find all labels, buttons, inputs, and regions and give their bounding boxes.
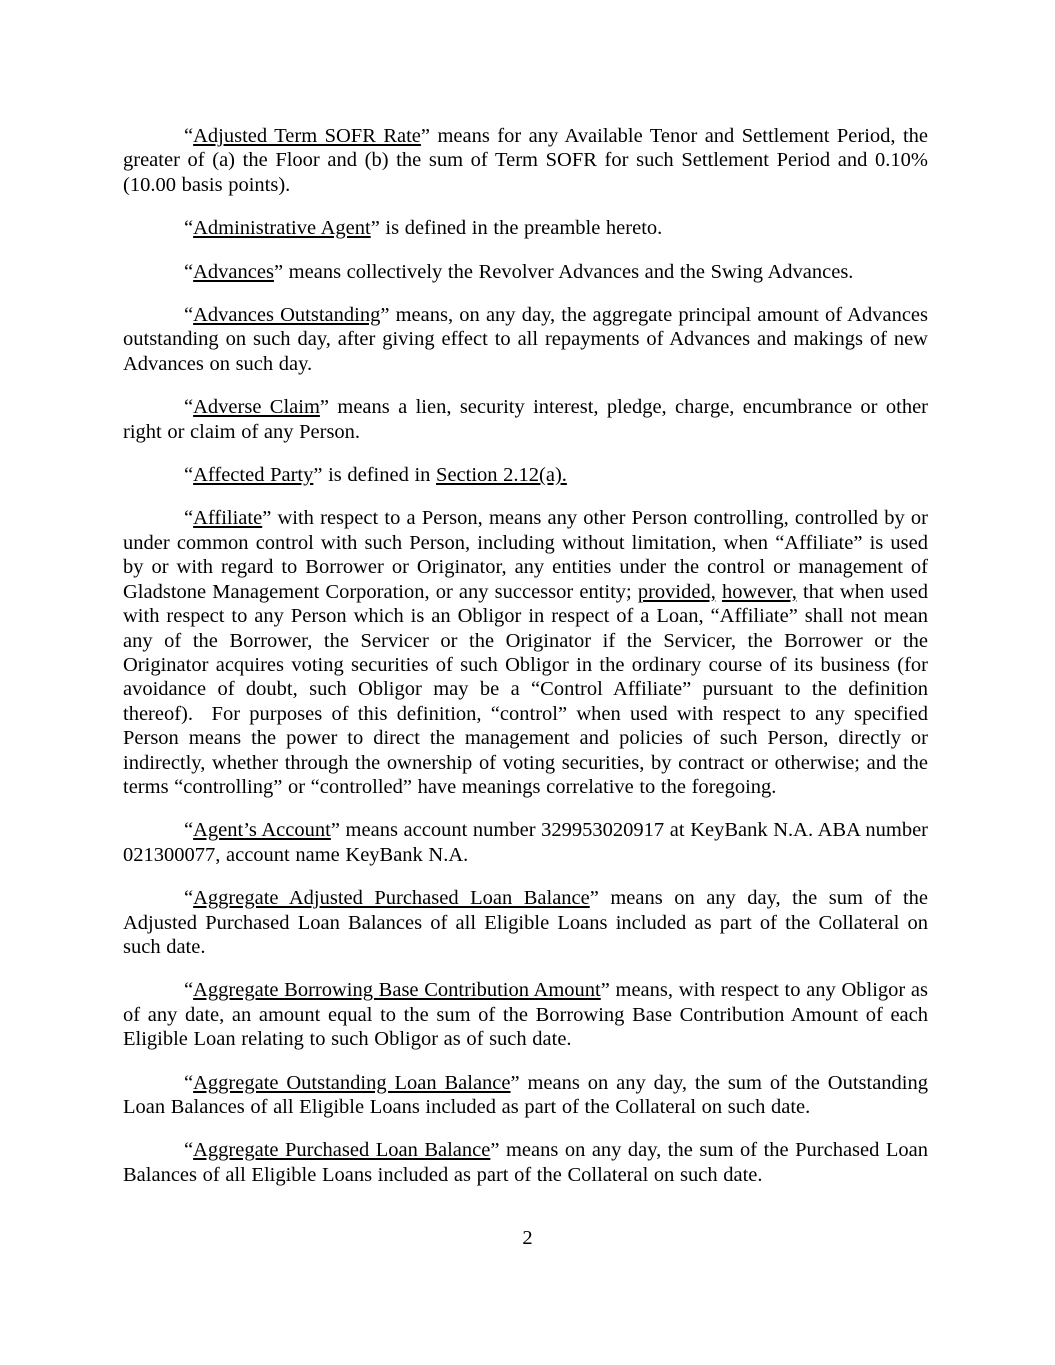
paragraph	[123, 216, 928, 240]
paragraph	[123, 395, 928, 444]
paragraph	[123, 886, 928, 959]
text-run: ” is defined in	[313, 464, 437, 487]
text-run: “	[184, 396, 194, 419]
paragraph	[123, 818, 928, 867]
page-number: 2	[522, 1227, 533, 1249]
text-run: “	[184, 464, 194, 487]
text-run: “	[184, 887, 194, 910]
text-run: ” means, with respect to any Obligor as of any date, an amount equal to the sum of the Borrowing Base Contribution Amount of each Eligible Loan relating to such Obligor as of such date.	[123, 979, 928, 1051]
text-run: “	[184, 260, 194, 283]
text-run: ” means on any day, the sum of the Outstanding Loan Balances of all Eligible Loans included as part of the Collateral on such date.	[123, 1071, 928, 1118]
text-run: ” is defined in the preamble hereto.	[370, 217, 663, 240]
text-run: ” means on any day, the sum of the Purchased Loan Balances of all Eligible Loans included as part of the Collateral on such date.	[123, 1139, 928, 1186]
document-body	[123, 124, 928, 1206]
paragraph	[123, 1138, 928, 1187]
defined-term: Adjusted Term SOFR Rate	[193, 125, 421, 147]
paragraph	[123, 1071, 928, 1120]
text-run: “	[184, 1071, 194, 1094]
defined-term: provided,	[637, 580, 716, 603]
text-run: ” means on any day, the sum of the Adjusted Purchased Loan Balances of all Eligible Loans included as part of the Collateral on such date.	[123, 887, 928, 958]
text-run: ” means a lien, security interest, pledge, charge, encumbrance or other right or claim of any Person.	[123, 396, 929, 443]
text-run: “	[184, 125, 194, 147]
text-run: ” means collectively the Revolver Advances and the Swing Advances.	[273, 260, 854, 283]
defined-term: Advances	[193, 260, 274, 283]
paragraph	[123, 303, 928, 376]
defined-term: Agent’s Account	[193, 819, 331, 842]
paragraph	[123, 978, 928, 1051]
text-run: “	[184, 304, 194, 327]
defined-term: Aggregate Adjusted Purchased Loan Balance	[193, 887, 590, 910]
text-run: “	[184, 217, 194, 240]
text-run: that when used with respect to any Person which is an Obligor in respect of a Loan, “Affiliate” shall not mean any of the Borrower, the Servicer or the Originator if the Servicer, the Borrower or the Originator acquires voting securities of such Obligor in the ordinary course of its business (for avoidance of doubt, such Obligor may be a “Control Affiliate” pursuant to the definition thereof). For purposes of this definition, “control” when used with respect to any specified Person means the power to direct the management and policies of such Person, directly or indirectly, whether through the ownership of voting securities, by contract or otherwise; and the terms “controlling” or “controlled” have meanings correlative to the foregoing.	[123, 580, 928, 798]
defined-term: Aggregate Outstanding Loan Balance	[193, 1071, 511, 1094]
defined-term: however,	[722, 580, 797, 603]
paragraph	[123, 260, 928, 284]
paragraph	[123, 124, 928, 197]
text-run: “	[184, 979, 194, 1002]
text-run: ” means for any Available Tenor and Settlement Period, the greater of (a) the Floor and (b) the sum of Term SOFR for such Settlement Period and 0.10% (10.00 basis points).	[123, 125, 928, 196]
defined-term: Aggregate Purchased Loan Balance	[193, 1139, 491, 1162]
defined-term: Affected Party	[193, 464, 314, 487]
text-run: ” with respect to a Person, means any other Person controlling, controlled by or under common control with such Person, including without limitation, when “Affiliate” is used by or with regard to Borrower or Originator, any entities under the control or management of Gladstone Management Corporation, or any successor entity;	[123, 507, 928, 603]
text-run: ” means, on any day, the aggregate principal amount of Advances outstanding on such day, after giving effect to all repayments of Advances and makings of new Advances on such day.	[123, 304, 929, 375]
defined-term: Adverse Claim	[193, 396, 320, 419]
text-run: “	[184, 819, 194, 842]
text-run: “	[184, 507, 194, 530]
defined-term: Administrative Agent	[193, 217, 371, 240]
text-run: “	[184, 1139, 194, 1162]
defined-term: Advances Outstanding	[193, 304, 381, 327]
paragraph	[123, 463, 928, 487]
defined-term: Affiliate	[193, 507, 263, 530]
defined-term: Section 2.12(a).	[436, 464, 567, 487]
text-run: ” means account number 329953020917 at KeyBank N.A. ABA number 021300077, account name KeyBank N.A.	[123, 819, 929, 866]
paragraph	[123, 506, 928, 799]
defined-term: Aggregate Borrowing Base Contribution Amount	[193, 979, 601, 1002]
